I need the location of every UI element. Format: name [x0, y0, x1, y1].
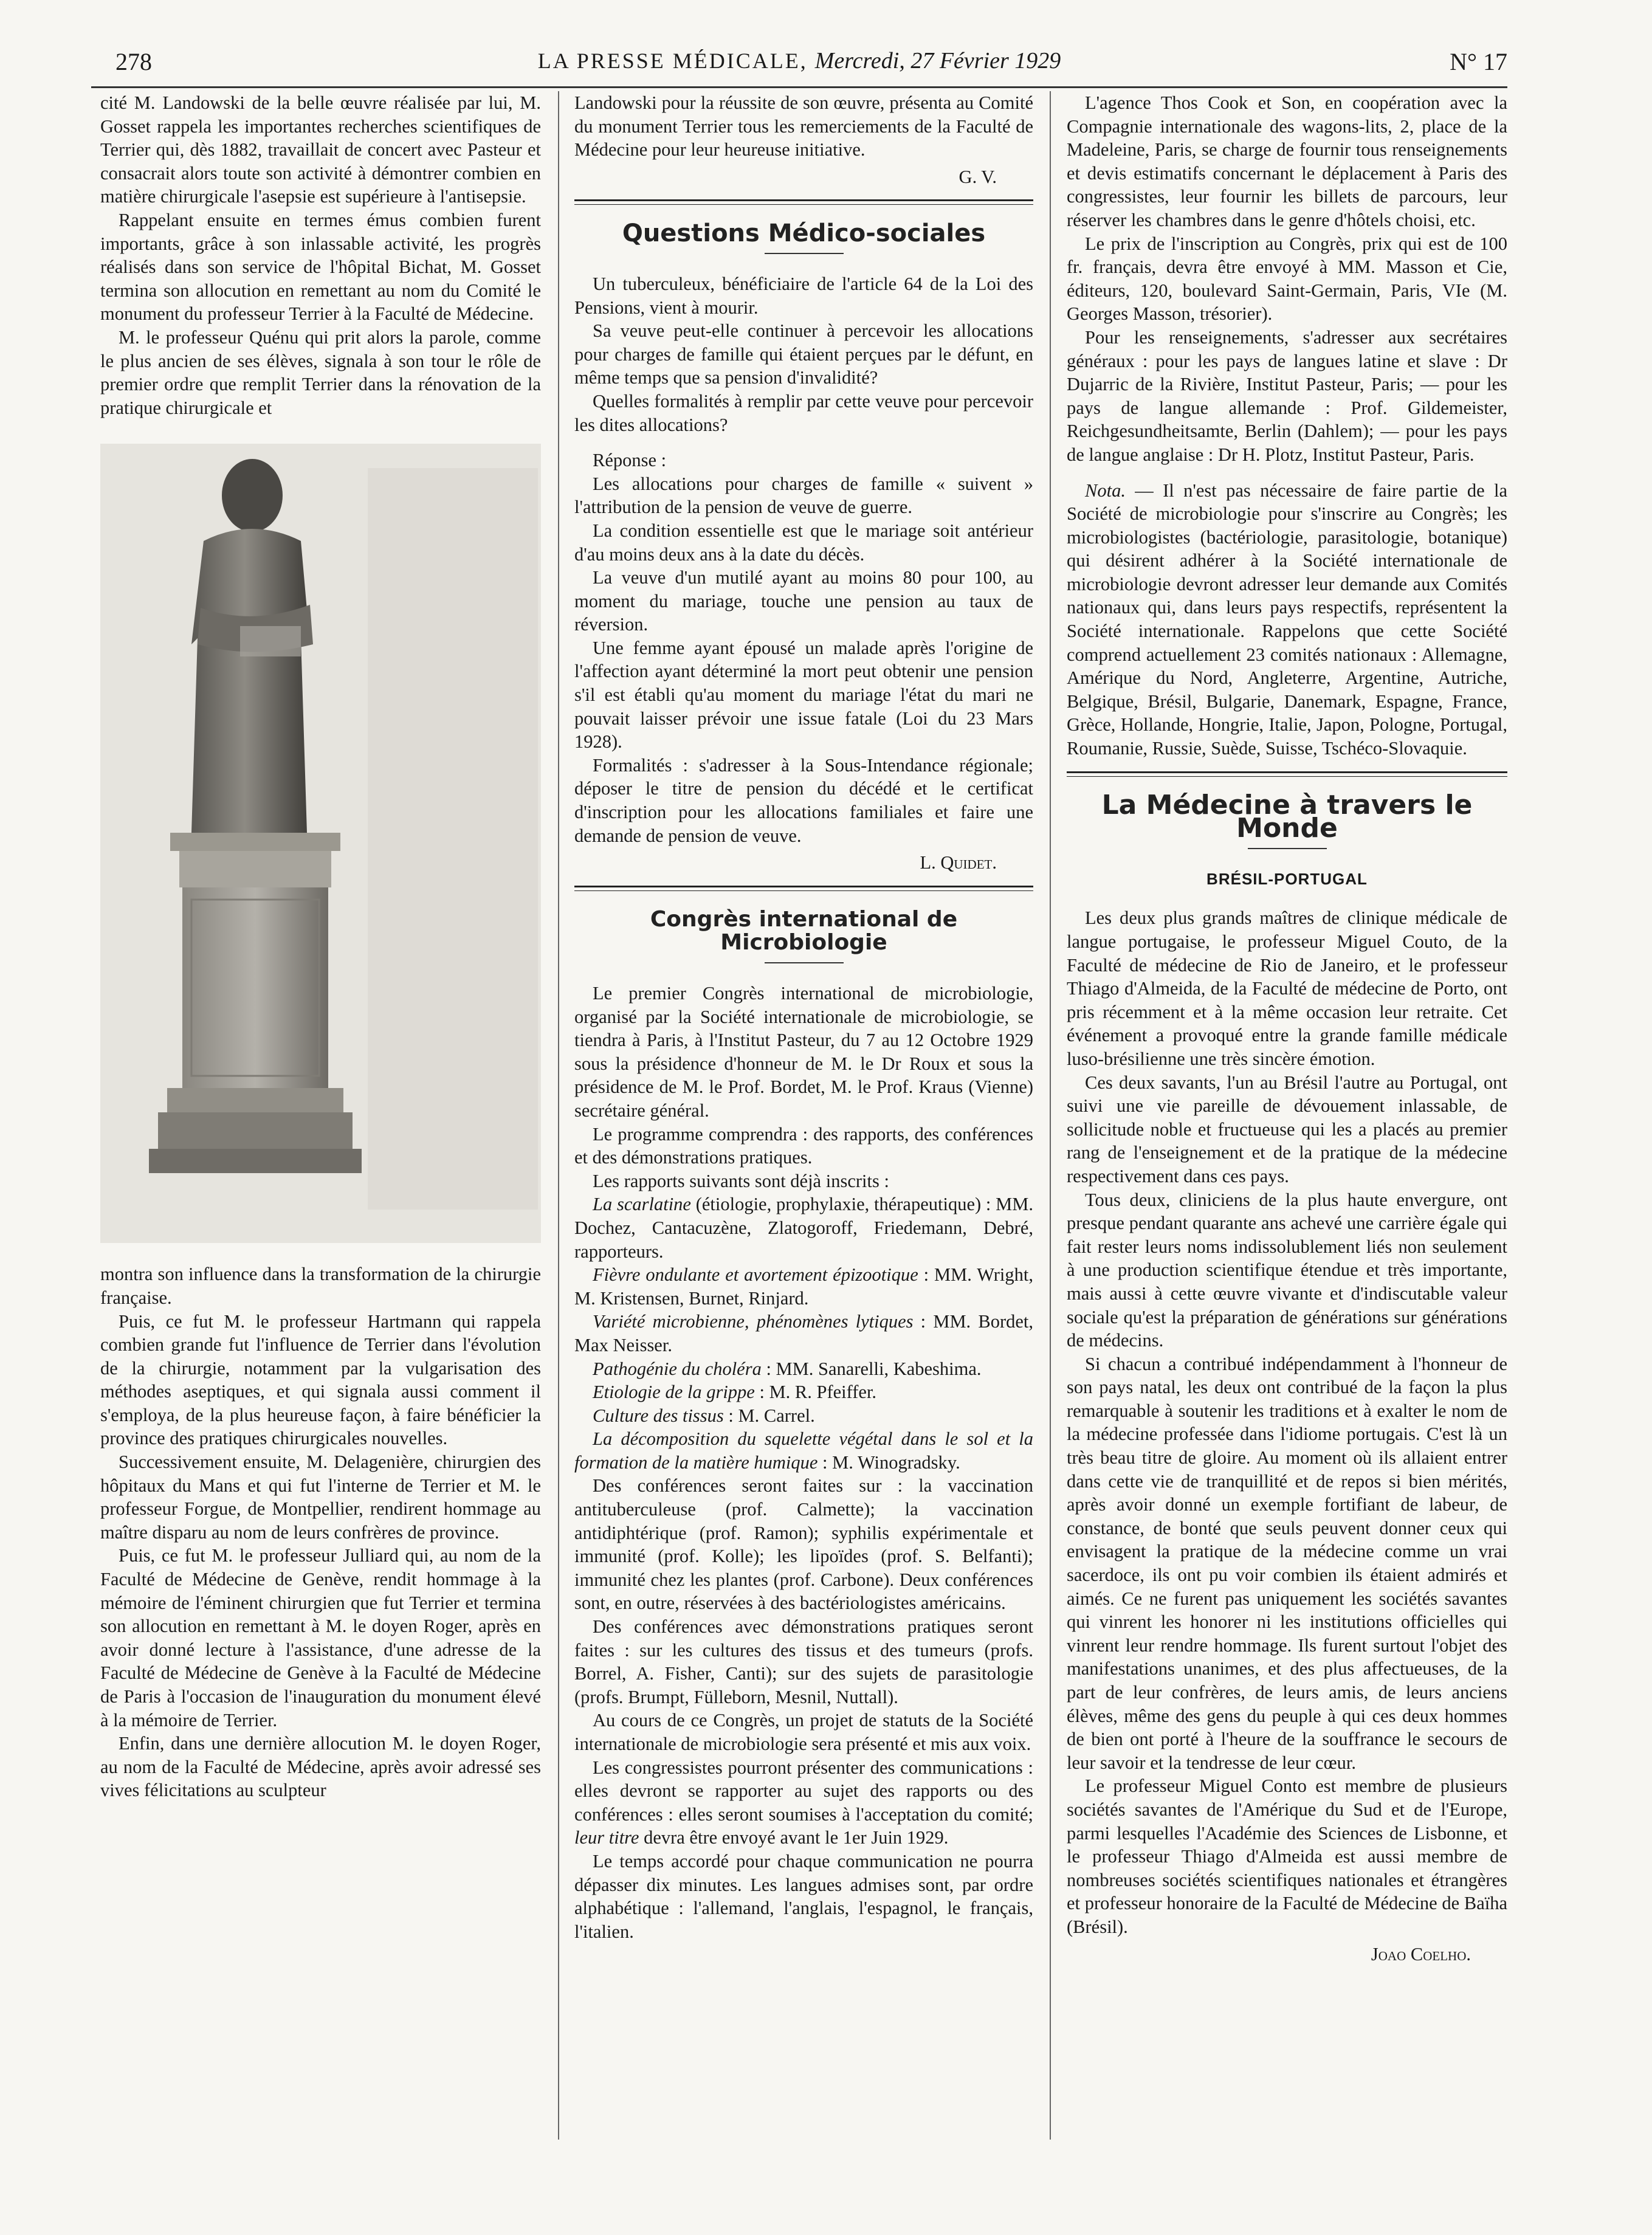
column-3	[1067, 91, 1507, 1969]
page-header	[91, 47, 1507, 84]
paragraph: Un tuberculeux, bénéficiaire de l'article 64 de la Loi des Pensions, vient à mourir.	[574, 273, 1033, 318]
paragraph: Le professeur Miguel Conto est membre de plusieurs sociétés savantes de l'Amérique du Sud et de l'Europe, parmi lesquelles l'Académie des Sciences de Lisbonne, et le professeur Thiago d'Almeida est aussi membre de nombreuses sociétés scientifiques nationales et étrangères et professeur honoraire de la Faculté de Médecine de Baïha (Brésil).	[1067, 1775, 1507, 1937]
issue-date: Mercredi, 27 Février 1929	[814, 48, 1061, 74]
paragraph: Si chacun a contribué indépendamment à l'honneur de son pays natal, les deux ont contribué de la façon la plus remarquable à soutenir les traditions et à exalter le nom de la médecine professée dans l'idiome portugais. C'est là un très beau titre de gloire. Au moment où ils allaient entrer dans cette vie de tranquillité et de repos si bien mérités, après avoir donné un exemple fortifiant de labeur, de constance, de bonté que seuls peuvent donner ceux qui envisagent la pratique de la médecine comme un vrai sacerdoce, ils ont pu voir combien ils étaient admirés et aimés. Ce ne furent pas uniquement les sociétés savantes qui vinrent les honorer ni les institutions officielles qui vinrent leur rendre hommage. Ils furent surtout l'objet des manifestations unanimes, et des plus affectueuses, de la part de leur confrères, de leurs amis, de leurs anciens élèves, même des gens du peuple à qui ces deux hommes de bien ont porté à l'heure de la souffrance le secours de leur savoir et la tendresse de leur cœur.	[1067, 1353, 1507, 1773]
list-item: Culture des tissus : M. Carrel.	[593, 1405, 815, 1426]
paragraph: Sa veuve peut-elle continuer à percevoir les allocations pour charges de famille qui étaient perçues par le défunt, en même temps que sa pension d'invalidité?	[574, 320, 1033, 388]
page-number: 278	[115, 48, 152, 75]
list-item: Fièvre ondulante et avortement épizootique : MM. Wright, M. Kristensen, Burnet, Rinjard.	[574, 1264, 1033, 1309]
journal-title: LA PRESSE MÉDICALE,	[537, 49, 808, 73]
statue-photograph	[100, 444, 541, 1243]
paragraph: Puis, ce fut M. le professeur Hartmann qui rappela combien grande fut l'influence de Terrier dans l'évolution de la chirurgie, notamment par la vulgarisation des méthodes aseptiques, et qui signala aussi comment il s'employa, de la plus heureuse façon, à faire bénéficier la province des pratiques chirurgicales nouvelles.	[100, 1310, 541, 1449]
paragraph: Successivement ensuite, M. Delagenière, chirurgien des hôpitaux du Mans et qui fut l'interne de Terrier et M. le professeur Forgue, de Montpellier, rendirent hommage au maître disparu au nom de leurs confrères de province.	[100, 1452, 541, 1543]
paragraph: Tous deux, cliniciens de la plus haute envergure, ont presque pendant quarante ans achevé une carrière égale qui fait rester leurs noms indissolublement liés non seulement à une production scientifique étendue et très importante, mais aussi à cette œuvre vivante et d'indiscutable valeur sociale qu'est la préparation de générations sur générations de médecins.	[1067, 1189, 1507, 1351]
paragraph: Ces deux savants, l'un au Brésil l'autre au Portugal, ont suivi une vie pareille de dévouement inlassable, de sollicitude noble et fructueuse qui les a placés au premier rang de l'enseignement et de la pratique de la médecine respectivement dans ces pays.	[1067, 1072, 1507, 1186]
column-divider	[558, 91, 559, 2140]
title-rule	[765, 253, 844, 254]
subheading: BRÉSIL-PORTUGAL	[1206, 869, 1368, 888]
running-title	[91, 47, 1507, 74]
title-rule	[765, 962, 844, 963]
paragraph: Les rapports suivants sont déjà inscrits :	[593, 1170, 889, 1191]
section-rule	[1067, 771, 1507, 777]
paragraph: Landowski pour la réussite de son œuvre, présenta au Comité du monument Terrier tous les remerciements de la Faculté de Médecine pour leur heureuse initiative.	[574, 92, 1033, 160]
header-rule	[91, 86, 1507, 88]
nota-paragraph: Nota. — Il n'est pas nécessaire de faire partie de la Société de microbiologie pour s'inscrire au Congrès; les microbiologistes (bactériologie, parasitologie, botanique) qui désirent adhérer à la Société internationale de microbiologie devront adresser leur demande aux Comités nationaux qui, dans leurs pays respectifs, représentent la Société internationale. Rappelons que cette Société comprend actuellement 23 comités nationaux : Allemagne, Amérique du Nord, Angleterre, Argentine, Autriche, Belgique, Brésil, Bulgarie, Danemark, Espagne, France, Grèce, Hollande, Hongrie, Italie, Japon, Pologne, Portugal, Roumanie, Russie, Suède, Suisse, Tschéco-Slovaquie.	[1067, 480, 1507, 759]
paragraph: Pour les renseignements, s'adresser aux secrétaires généraux : pour les pays de langues latine et slave : Dr Dujarric de la Rivière, Institut Pasteur, Paris; — pour les pays de langue allemande : Prof. Gildemeister, Reichgesundheitsamte, Berlin (Dahlem); — pour les pays de langue anglaise : Dr H. Plotz, Institut Pasteur, Paris.	[1067, 326, 1507, 465]
list-item: Variété microbienne, phénomènes lytiques : MM. Bordet, Max Neisser.	[574, 1311, 1033, 1355]
paragraph: M. le professeur Quénu qui prit alors la parole, comme le plus ancien de ses élèves, signala à son tour le rôle de premier ordre que remplit Terrier dans la rénovation de la pratique chirurgicale et	[100, 326, 541, 418]
section-rule	[574, 199, 1033, 205]
section-title-questions: Questions Médico-sociales	[622, 219, 986, 248]
paragraph: Le programme comprendra : des rapports, des conférences et des démonstrations pratiques.	[574, 1123, 1033, 1168]
signature: G. V.	[959, 166, 997, 187]
paragraph: La condition essentielle est que le mariage soit antérieur d'au moins deux ans à la date du décès.	[574, 520, 1033, 565]
title-rule	[1248, 848, 1327, 849]
section-title-monde: La Médecine à travers le Monde	[1101, 789, 1473, 844]
list-item: La décomposition du squelette végétal dans le sol et la formation de la matière humique : M. Winogradsky.	[574, 1428, 1033, 1473]
paragraph: Une femme ayant épousé un malade après l'origine de l'affection ayant déterminé la mort peut obtenir une pension s'il est établi qu'au moment du mariage l'état du mari ne pouvait laisser prévoir une issue fatale (Loi du 23 Mars 1928).	[574, 637, 1033, 752]
column-1	[100, 91, 541, 1802]
section-title-congres: Congrès international de Microbiologie	[650, 906, 958, 956]
statue-illustration	[100, 444, 541, 1243]
paragraph: L'agence Thos Cook et Son, en coopération avec la Compagnie internationale des wagons-lits, 2, place de la Madeleine, Paris, se charge de fournir tous renseignements et devis estimatifs concernant le déplacement à Paris des congressistes, leur fournir les billets de parcours, leur réserver les chambres dans le genre d'hôtels choisi, etc.	[1067, 92, 1507, 230]
paragraph: cité M. Landowski de la belle œuvre réalisée par lui, M. Gosset rappela les importantes recherches scientifiques de Terrier qui, dès 1882, travaillait de concert avec Pasteur et consacrait alors toute son activité à démontrer combien en matière chirurgicale l'asepsie est supérieure à l'antisepsie.	[100, 92, 541, 207]
paragraph: Des conférences avec démonstrations pratiques seront faites : sur les cultures des tissus et des tumeurs (profs. Borrel, A. Fisher, Canti); sur des sujets de parasitologie (profs. Brumpt, Fülleborn, Mesnil, Nuttall).	[574, 1616, 1033, 1707]
paragraph: Les congressistes pourront présenter des communications : elles devront se rapporter au sujet des rapports ou des conférences : elles seront soumises à l'acceptation du comité; leur titre devra être envoyé avant le 1er Juin 1929.	[574, 1757, 1033, 1848]
paragraph: Au cours de ce Congrès, un projet de statuts de la Société internationale de microbiologie sera présenté et mis aux voix.	[574, 1710, 1033, 1754]
paragraph: Les allocations pour charges de famille « suivent » l'attribution de la pension de veuve de guerre.	[574, 473, 1033, 518]
paragraph: montra son influence dans la transformation de la chirurgie française.	[100, 1264, 541, 1308]
issue-number: N° 17	[1450, 48, 1507, 75]
paragraph: Quelles formalités à remplir par cette veuve pour percevoir les dites allocations?	[574, 390, 1033, 435]
paragraph: Enfin, dans une dernière allocution M. le doyen Roger, au nom de la Faculté de Médecine, après avoir adressé ses vives félicitations au sculpteur	[100, 1733, 541, 1801]
paragraph: Le prix de l'inscription au Congrès, prix qui est de 100 fr. français, devra être envoyé à MM. Masson et Cie, éditeurs, 120, boulevard Saint-Germain, Paris, VIe (M. Georges Masson, trésorier).	[1067, 233, 1507, 325]
signature: L. Quidet.	[920, 852, 997, 873]
paragraph: Le premier Congrès international de microbiologie, organisé par la Société internationale de microbiologie, se tiendra à Paris, à l'Institut Pasteur, du 7 au 12 Octobre 1929 sous la présidence d'honneur de M. le Dr Roux et sous la présidence de M. le Prof. Bordet, M. le Prof. Kraus (Vienne) secrétaire général.	[574, 983, 1033, 1121]
column-divider	[1050, 91, 1051, 2140]
column-2	[574, 91, 1033, 1943]
list-item: Etiologie de la grippe : M. R. Pfeiffer.	[593, 1382, 877, 1403]
section-rule	[574, 886, 1033, 891]
paragraph: Les deux plus grands maîtres de clinique médicale de langue portugaise, le professeur Miguel Couto, de la Faculté de médecine de Rio de Janeiro, et le professeur Thiago d'Almeida, de la Faculté de médecine de Porto, ont pris récemment et à la même occasion leur retraite. Cet événement a provoqué entre la grande famille médicale luso-brésilienne une très sincère émotion.	[1067, 907, 1507, 1069]
paragraph: Le temps accordé pour chaque communication ne pourra dépasser dix minutes. Les langues admises sont, par ordre alphabétique : l'allemand, l'anglais, l'espagnol, le français, l'italien.	[574, 1850, 1033, 1942]
paragraph: Rappelant ensuite en termes émus combien furent importants, grâce à son inlassable activité, les progrès réalisés dans son service de l'hôpital Bichat, M. Gosset termina son allocution en remettant au nom du Comité le monument du professeur Terrier à la Faculté de Médecine.	[100, 209, 541, 325]
signature: Joao Coelho.	[1371, 1943, 1471, 1965]
paragraph: La veuve d'un mutilé ayant au moins 80 pour 100, au moment du mariage, touche une pension au taux de réversion.	[574, 567, 1033, 635]
list-item: Pathogénie du choléra : MM. Sanarelli, Kabeshima.	[593, 1358, 982, 1379]
paragraph: Formalités : s'adresser à la Sous-Intendance régionale; déposer le titre de pension du décédé et le certificat d'inscription pour les allocations familiales et faire une demande de pension de veuve.	[574, 754, 1033, 846]
paragraph: Réponse :	[593, 450, 667, 471]
list-item: La scarlatine (étiologie, prophylaxie, thérapeutique) : MM. Dochez, Cantacuzène, Zlatogoroff, Friedemann, Debré, rapporteurs.	[574, 1194, 1033, 1262]
paragraph: Des conférences seront faites sur : la vaccination antituberculeuse (prof. Calmette); la vaccination antidiphtérique (prof. Ramon); syphilis expérimentale et immunité (prof. Kolle); les lipoïdes (prof. S. Belfanti); immunité chez les plantes (prof. Carbone). Deux conférences sont, en outre, réservées à des bactériologistes américains.	[574, 1475, 1033, 1614]
paragraph: Puis, ce fut M. le professeur Julliard qui, au nom de la Faculté de Médecine de Genève, rendit hommage à la mémoire de l'éminent chirurgien que fut Terrier et termina son allocution en remettant à M. le doyen Roger, après en avoir donné lecture à l'assistance, d'une adresse de la Faculté de Médecine de Genève à la Faculté de Médecine de Paris à l'occasion de l'inauguration du monument élevé à la mémoire de Terrier.	[100, 1545, 541, 1730]
